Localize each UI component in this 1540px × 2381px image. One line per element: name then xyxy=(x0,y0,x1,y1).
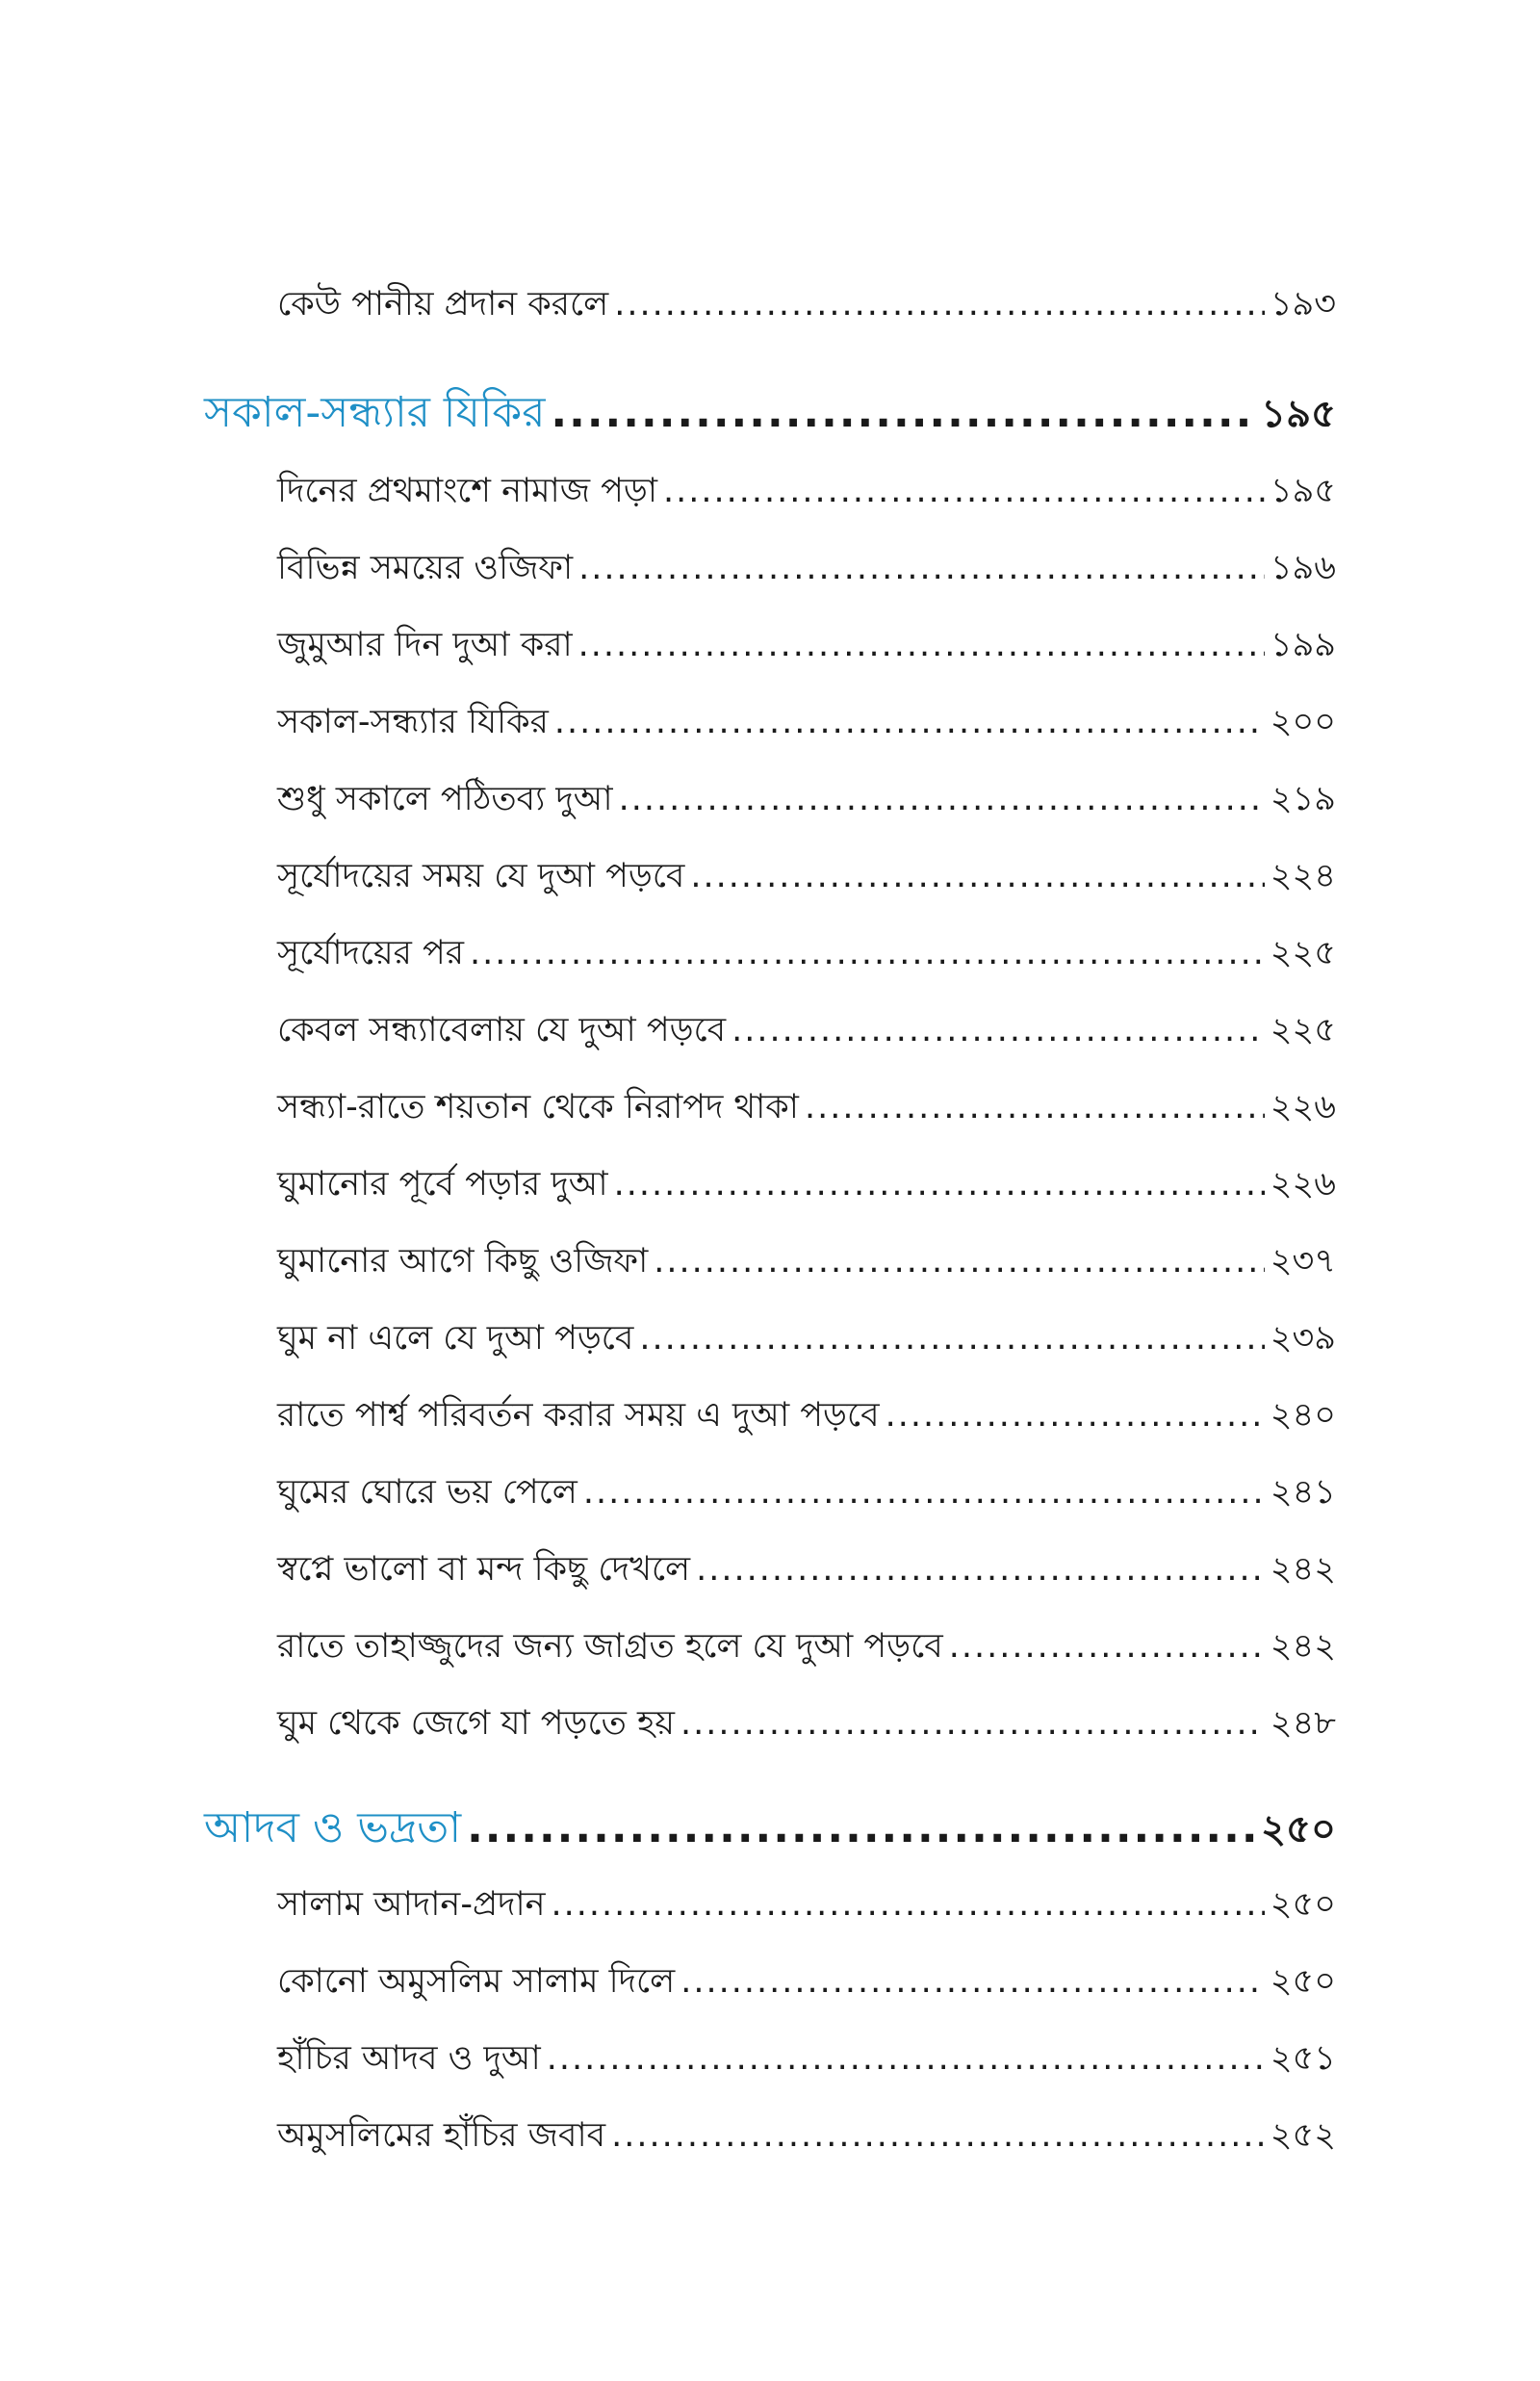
toc-entry-title: ঘুমের ঘোরে ভয় পেলে xyxy=(277,1473,578,1512)
toc-entry-title: সকাল-সন্ধ্যার যিকির xyxy=(277,703,549,741)
toc-page-number: ২২৪ xyxy=(1270,857,1336,895)
toc-entry-title: ঘুমানোর আগে কিছু ওজিফা xyxy=(277,1242,649,1281)
toc-entry-title: সূর্যোদয়ের সময় যে দুআ পড়বে xyxy=(277,857,685,895)
toc-entry[interactable] xyxy=(277,1696,1336,1753)
section-page-number: ১৯৫ xyxy=(1261,392,1336,436)
toc-entry-title: অমুসলিমের হাঁচির জবাব xyxy=(277,2116,606,2155)
dot-leader xyxy=(614,1165,1265,1203)
toc-page-number: ২৩৭ xyxy=(1270,1242,1336,1281)
toc-entry-title: রাতে তাহাজ্জুদের জন্য জাগ্রত হলে যে দুআ পড়বে xyxy=(277,1627,943,1666)
toc-entry[interactable] xyxy=(277,541,1336,598)
toc-entry[interactable] xyxy=(277,464,1336,521)
toc-entry-title: ঘুমানোর পূর্বে পড়ার দুআ xyxy=(277,1165,608,1203)
toc-page-number: ২৩৯ xyxy=(1270,1319,1336,1358)
toc-entry[interactable] xyxy=(277,1465,1336,1522)
toc-entry-title: কেবল সন্ধ্যাবেলায় যে দুআ পড়বে xyxy=(277,1011,727,1049)
toc-entry-title: সূর্যোদয়ের পর xyxy=(277,934,464,972)
toc-entry[interactable] xyxy=(277,1954,1336,2011)
toc-entry[interactable] xyxy=(277,772,1336,829)
dot-leader xyxy=(611,2116,1265,2155)
dot-leader xyxy=(547,2039,1265,2078)
toc-entry-title: বিভিন্ন সময়ের ওজিফা xyxy=(277,549,574,587)
dot-leader xyxy=(663,472,1265,510)
toc-page-number: ১৯৬ xyxy=(1270,549,1336,587)
toc-entry-title: জুমুআর দিন দুআ করা xyxy=(277,626,573,664)
toc-entry-title: দিনের প্রথমাংশে নামাজ পড়া xyxy=(277,472,658,510)
toc-page-number: ১৯৯ xyxy=(1270,626,1336,664)
toc-page-number: ২২৬ xyxy=(1270,1165,1336,1203)
dot-leader xyxy=(654,1242,1264,1281)
toc-page-number: ২২৫ xyxy=(1270,934,1336,972)
toc-entry[interactable] xyxy=(277,1080,1336,1137)
toc-entry[interactable] xyxy=(277,1234,1336,1291)
toc-entry-title: সালাম আদান-প্রদান xyxy=(277,1885,546,1924)
dot-leader xyxy=(578,626,1265,664)
toc-entry[interactable] xyxy=(277,849,1336,906)
toc-page-number: ২৫০ xyxy=(1270,1885,1336,1924)
dot-leader xyxy=(639,1319,1264,1358)
toc-entry[interactable] xyxy=(277,1877,1336,1934)
toc-page-number: ২৪২ xyxy=(1270,1550,1336,1589)
toc-page-number: ২৪১ xyxy=(1270,1473,1336,1512)
toc-entry[interactable] xyxy=(277,1619,1336,1676)
toc-entry-title: হাঁচির আদব ও দুআ xyxy=(277,2039,541,2078)
toc-entry[interactable] xyxy=(277,1003,1336,1060)
dot-leader xyxy=(680,1704,1265,1743)
dot-leader xyxy=(614,285,1265,324)
toc-entry-title: কেউ পানীয় প্রদান করলে xyxy=(277,285,609,324)
dot-leader xyxy=(732,1011,1265,1049)
toc-page-number: ২২৫ xyxy=(1270,1011,1336,1049)
toc-page-number: ২৪৮ xyxy=(1270,1704,1336,1743)
toc-entry-title: কোনো অমুসলিম সালাম দিলে xyxy=(277,1962,676,2001)
toc-entry[interactable] xyxy=(277,1311,1336,1368)
dot-leader xyxy=(578,549,1265,587)
section-page-number: ২৫০ xyxy=(1261,1807,1336,1851)
dot-leader xyxy=(690,857,1264,895)
dot-leader xyxy=(696,1550,1265,1589)
toc-section-heading[interactable] xyxy=(204,1796,1336,1866)
toc-page-number: ২১৯ xyxy=(1270,780,1336,818)
dot-leader xyxy=(680,1962,1265,2001)
toc-entry[interactable] xyxy=(277,618,1336,675)
toc-section-heading[interactable] xyxy=(204,380,1336,451)
toc-entry-title: ঘুম না এলে যে দুআ পড়বে xyxy=(277,1319,634,1358)
dot-leader xyxy=(467,1803,1255,1852)
toc-page-number: ২৫১ xyxy=(1270,2039,1336,2078)
toc-entry-title: ঘুম থেকে জেগে যা পড়তে হয় xyxy=(277,1704,676,1743)
toc-entry-title: রাতে পার্শ্ব পরিবর্তন করার সময় এ দুআ পড়বে xyxy=(277,1396,880,1435)
dot-leader xyxy=(805,1088,1265,1126)
dot-leader xyxy=(470,934,1265,972)
section-title: আদব ও ভদ্রতা xyxy=(204,1803,462,1852)
toc-entry[interactable] xyxy=(277,277,1336,334)
dot-leader xyxy=(886,1396,1265,1435)
dot-leader xyxy=(552,1885,1265,1924)
toc-page-number: ১৯৫ xyxy=(1270,472,1336,510)
section-title: সকাল-সন্ধ্যার যিকির xyxy=(204,388,546,437)
toc-entry[interactable] xyxy=(277,926,1336,983)
toc-page-number: ২৫০ xyxy=(1270,1962,1336,2001)
toc-page-number: ২৫২ xyxy=(1270,2116,1336,2155)
toc-entry[interactable] xyxy=(277,1542,1336,1599)
toc-entry[interactable] xyxy=(277,1388,1336,1445)
dot-leader xyxy=(619,780,1265,818)
toc-page-number: ২৪০ xyxy=(1270,1396,1336,1435)
dot-leader xyxy=(949,1627,1265,1666)
toc-entry[interactable] xyxy=(277,2032,1336,2088)
toc-entry-title: স্বপ্নে ভালো বা মন্দ কিছু দেখলে xyxy=(277,1550,691,1589)
dot-leader xyxy=(583,1473,1265,1512)
toc-page-number: ২০০ xyxy=(1270,703,1336,741)
toc-page-number: ১৯৩ xyxy=(1270,285,1336,324)
toc-page-number: ২২৬ xyxy=(1270,1088,1336,1126)
toc-entry[interactable] xyxy=(277,2109,1336,2165)
dot-leader xyxy=(554,703,1265,741)
toc-page-number: ২৪২ xyxy=(1270,1627,1336,1666)
toc-entry[interactable] xyxy=(277,695,1336,752)
toc-entry-title: সন্ধ্যা-রাতে শয়তান থেকে নিরাপদ থাকা xyxy=(277,1088,799,1126)
dot-leader xyxy=(551,388,1255,437)
toc-entry-title: শুধু সকালে পঠিতব্য দুআ xyxy=(277,780,613,818)
toc-entry[interactable] xyxy=(277,1157,1336,1214)
